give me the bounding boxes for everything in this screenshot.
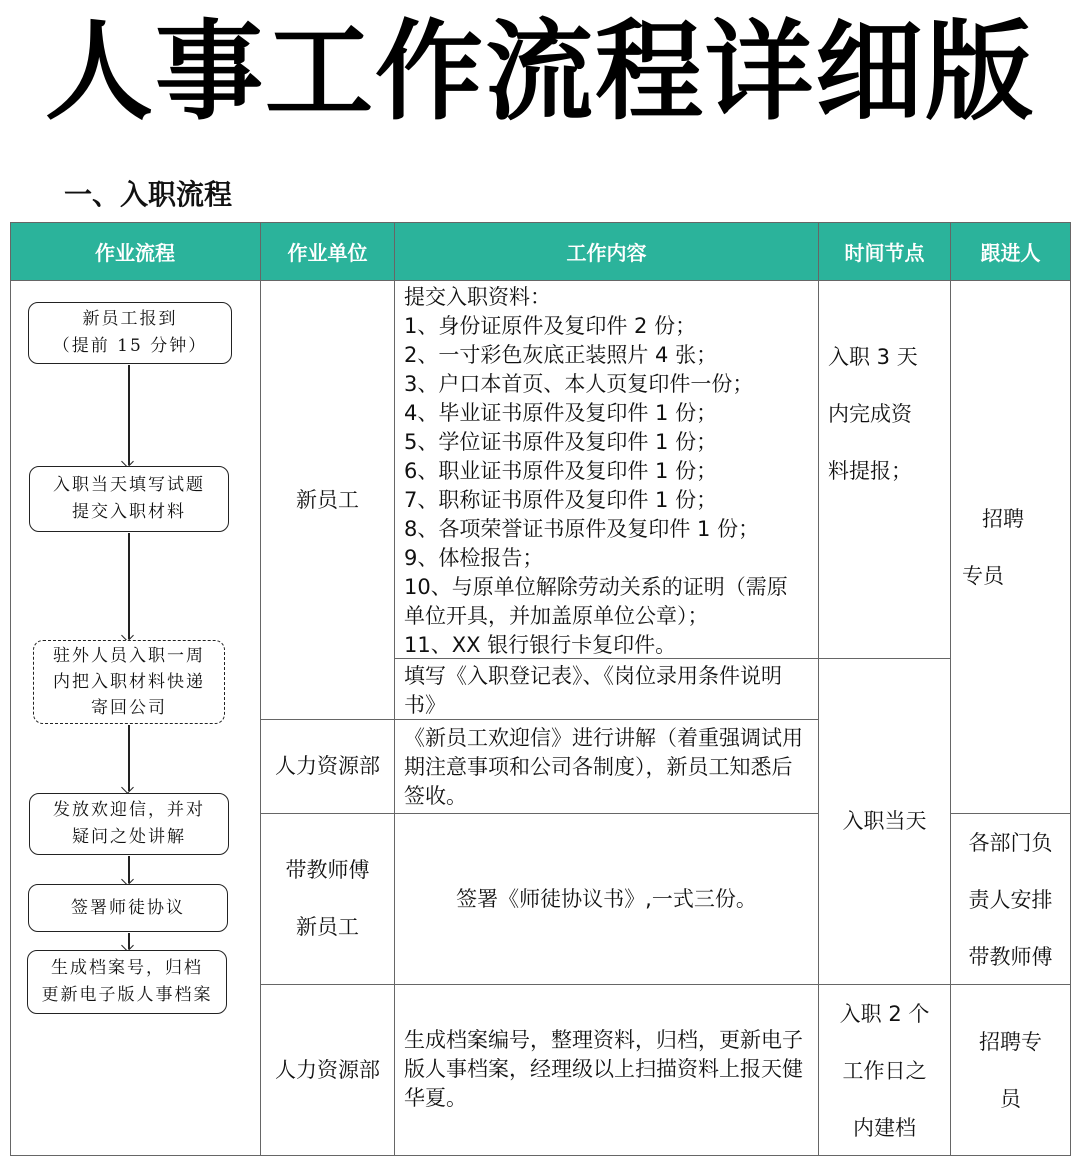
content-line: 书》 bbox=[404, 693, 446, 717]
follow-line: 招聘专 bbox=[979, 1030, 1042, 1054]
content-line: 5、学位证书原件及复印件 1 份； bbox=[404, 430, 718, 454]
content-line: 1、身份证原件及复印件 2 份； bbox=[404, 314, 697, 338]
content-line: 2、一寸彩色灰底正装照片 4 张； bbox=[404, 343, 718, 367]
follow-recruiter bbox=[962, 491, 1024, 605]
follow-line: 招聘 bbox=[982, 507, 1024, 531]
grid-line bbox=[10, 280, 1071, 281]
flow-step-report bbox=[28, 302, 232, 364]
grid-line bbox=[394, 222, 395, 1156]
header-flow: 作业流程 bbox=[10, 222, 260, 280]
flow-arrow bbox=[128, 856, 130, 883]
flow-step-remote bbox=[33, 640, 225, 724]
flow-step-mentor bbox=[28, 884, 228, 932]
grid-line bbox=[1070, 222, 1071, 1156]
content-line: 提交入职资料： bbox=[404, 285, 551, 309]
unit-new-employee-2: 新员工 bbox=[296, 915, 359, 939]
flow-step-welcome bbox=[29, 793, 229, 855]
follow-line: 员 bbox=[1000, 1087, 1021, 1111]
time-line: 内完成资 bbox=[828, 402, 912, 426]
content-line: 8、各项荣誉证书原件及复印件 1 份； bbox=[404, 517, 760, 541]
content-line: 11、XX 银行银行卡复印件。 bbox=[404, 633, 677, 657]
flow-text: 更新电子版人事档案 bbox=[41, 985, 213, 1005]
flow-text: 入职当天填写试题 bbox=[53, 475, 205, 495]
unit-mentor-group bbox=[261, 814, 394, 984]
flow-text: 发放欢迎信，并对 bbox=[53, 800, 205, 820]
flow-text: 内把入职材料快递 bbox=[53, 672, 205, 692]
content-mentor-agreement: 签署《师徒协议书》,一式三份。 bbox=[456, 886, 757, 911]
content-archive bbox=[404, 1026, 803, 1113]
grid-line bbox=[10, 222, 11, 1156]
content-line: 6、职业证书原件及复印件 1 份； bbox=[404, 459, 718, 483]
follow-line: 各部门负 bbox=[968, 831, 1053, 855]
flow-arrow bbox=[128, 533, 130, 639]
unit-hr-archive: 人力资源部 bbox=[275, 1057, 380, 1082]
content-line: 《新员工欢迎信》进行讲解（着重强调试用 bbox=[404, 726, 803, 750]
time-2-workdays bbox=[819, 986, 950, 1157]
content-welcome-letter bbox=[404, 724, 803, 811]
follow-line: 责人安排 bbox=[968, 888, 1053, 912]
content-line: 单位开具，并加盖原单位公章）； bbox=[404, 604, 709, 628]
time-line: 料提报； bbox=[828, 459, 912, 483]
follow-department-heads bbox=[951, 815, 1070, 986]
content-line: 7、职称证书原件及复印件 1 份； bbox=[404, 488, 718, 512]
flow-text: 寄回公司 bbox=[91, 698, 167, 718]
flow-arrow bbox=[128, 933, 130, 949]
header-follow: 跟进人 bbox=[951, 222, 1070, 280]
content-line: 填写《入职登记表》、《岗位录用条件说明 bbox=[404, 664, 782, 688]
content-materials bbox=[404, 283, 788, 660]
content-line: 期注意事项和公司各制度），新员工知悉后 bbox=[404, 755, 793, 779]
flow-text: （提前 15 分钟） bbox=[52, 336, 208, 356]
flow-text: 生成档案号，归档 bbox=[51, 958, 203, 978]
content-line: 4、毕业证书原件及复印件 1 份； bbox=[404, 401, 718, 425]
follow-line: 专员 bbox=[962, 564, 1004, 588]
grid-line bbox=[950, 813, 1071, 814]
content-line: 9、体检报告； bbox=[404, 546, 544, 570]
time-3-days bbox=[828, 329, 918, 500]
section-title: 一、入职流程 bbox=[64, 178, 233, 211]
time-line: 入职 2 个 bbox=[839, 1002, 930, 1026]
header-time: 时间节点 bbox=[819, 222, 950, 280]
time-line: 入职 3 天 bbox=[828, 345, 918, 369]
header-content: 工作内容 bbox=[395, 222, 818, 280]
flow-text: 疑问之处讲解 bbox=[72, 827, 186, 847]
unit-hr: 人力资源部 bbox=[275, 754, 380, 778]
content-registration bbox=[404, 662, 782, 720]
content-line: 华夏。 bbox=[404, 1086, 467, 1110]
flow-text: 新员工报到 bbox=[82, 309, 178, 329]
flow-arrow bbox=[128, 365, 130, 465]
content-line: 签收。 bbox=[404, 784, 467, 808]
flow-arrow bbox=[128, 725, 130, 791]
flow-text: 提交入职材料 bbox=[72, 502, 186, 522]
follow-recruiter-archive bbox=[951, 1014, 1070, 1128]
unit-new-employee: 新员工 bbox=[296, 487, 359, 512]
unit-mentor: 带教师傅 bbox=[285, 858, 370, 882]
flow-text: 签署师徒协议 bbox=[71, 897, 185, 918]
header-unit: 作业单位 bbox=[261, 222, 394, 280]
content-line: 3、户口本首页、本人页复印件一份； bbox=[404, 372, 754, 396]
content-line: 版人事档案，经理级以上扫描资料上报天健 bbox=[404, 1057, 803, 1081]
flow-text: 驻外人员入职一周 bbox=[53, 646, 205, 666]
flow-step-submit bbox=[29, 466, 229, 532]
follow-line: 带教师傅 bbox=[968, 945, 1053, 969]
time-line: 内建档 bbox=[853, 1116, 916, 1140]
grid-line bbox=[10, 222, 1071, 223]
page-title: 人事工作流程详细版 bbox=[44, 10, 1035, 135]
content-line: 10、与原单位解除劳动关系的证明（需原 bbox=[404, 575, 788, 599]
time-line: 工作日之 bbox=[842, 1059, 927, 1083]
flow-step-archive bbox=[27, 950, 227, 1014]
content-line: 生成档案编号，整理资料，归档，更新电子 bbox=[404, 1028, 803, 1052]
time-same-day: 入职当天 bbox=[842, 809, 927, 833]
